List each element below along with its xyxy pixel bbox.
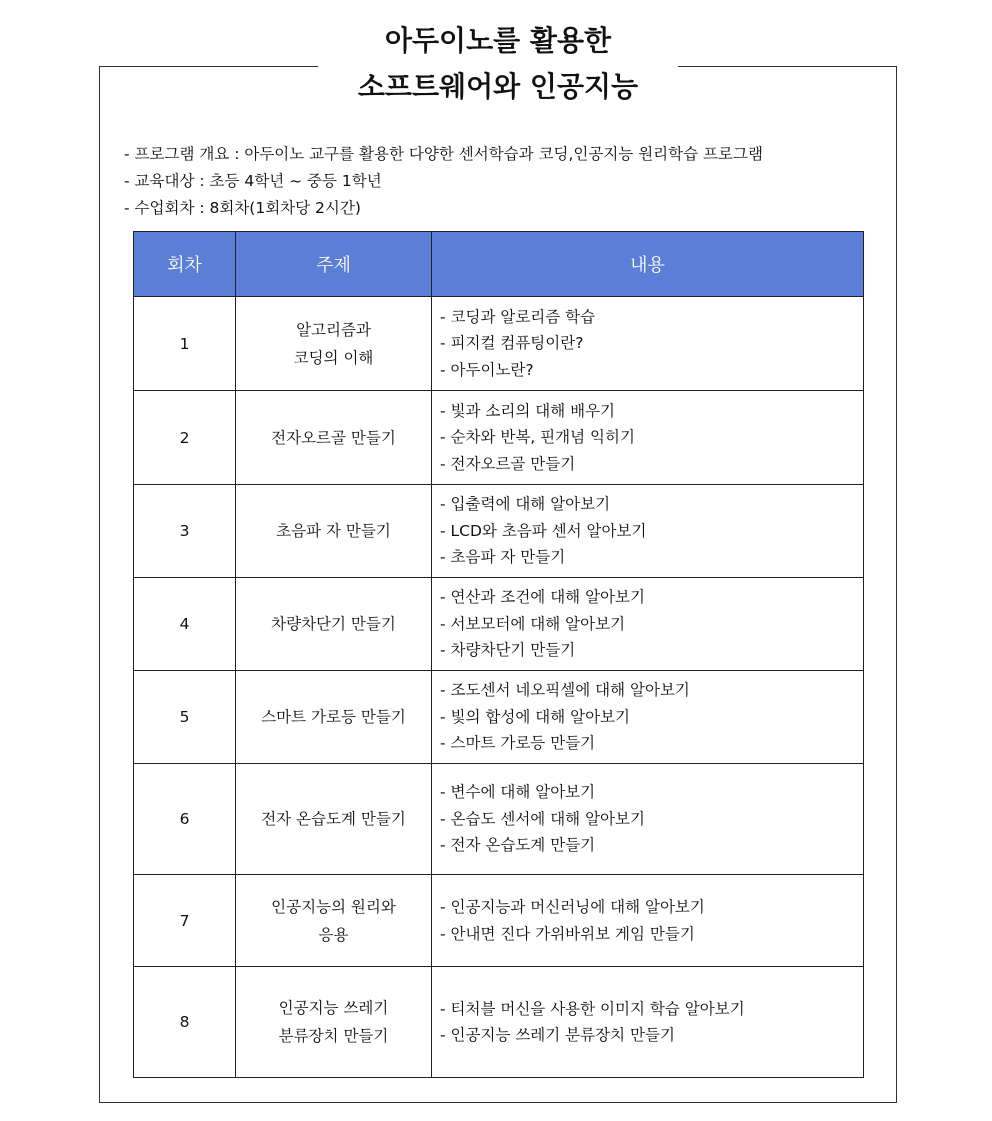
- page-title: [318, 18, 678, 110]
- session-content: [432, 391, 864, 485]
- content-item: - 입출력에 대해 알아보기: [440, 495, 611, 514]
- session-topic: [236, 578, 432, 671]
- title-line-1: 아두이노를 활용한: [384, 24, 612, 57]
- info-sessions: - 수업회차 : 8회차(1회차당 2시간): [124, 199, 361, 217]
- content-item: - 초음파 자 만들기: [440, 548, 566, 567]
- table-row: [134, 967, 864, 1078]
- content-item: - 서보모터에 대해 알아보기: [440, 614, 626, 633]
- content-item: - 온습도 센서에 대해 알아보기: [440, 809, 645, 828]
- header-topic: 주제: [236, 232, 432, 297]
- topic-line: 인공지능의 원리와: [271, 897, 396, 916]
- content-item: - 코딩과 알로리즘 학습: [440, 307, 596, 326]
- topic-line: 스마트 가로등 만들기: [261, 708, 406, 726]
- topic-line: 인공지능 쓰레기: [278, 999, 389, 1017]
- content-item: - 전자 온습도계 만들기: [440, 836, 596, 855]
- content-item: - 조도센서 네오픽셀에 대해 알아보기: [440, 681, 690, 700]
- session-topic: [236, 967, 432, 1078]
- session-content: [432, 578, 864, 671]
- content-item: - 아두이노란?: [440, 360, 534, 379]
- table-row: [134, 671, 864, 764]
- table-row: [134, 875, 864, 967]
- content-item: - 스마트 가로등 만들기: [440, 734, 596, 753]
- topic-line: 전자 온습도계 만들기: [261, 810, 406, 828]
- table-row: [134, 297, 864, 391]
- topic-line: 코딩의 이해: [293, 348, 374, 367]
- session-topic: [236, 875, 432, 967]
- session-number: 1: [134, 297, 236, 391]
- table-row: [134, 391, 864, 485]
- topic-line: 전자오르골 만들기: [271, 428, 396, 447]
- session-number: 7: [134, 875, 236, 967]
- info-overview: - 프로그램 개요 : 아두이노 교구를 활용한 다양한 센서학습과 코딩,인공지능 원리학습 프로그램: [124, 145, 763, 163]
- content-item: - 전자오르골 만들기: [440, 454, 576, 473]
- content-item: - 빛과 소리의 대해 배우기: [440, 401, 616, 420]
- session-topic: [236, 297, 432, 391]
- topic-line: 차량차단기 만들기: [271, 615, 396, 633]
- table-row: [134, 578, 864, 671]
- session-number: 4: [134, 578, 236, 671]
- curriculum-table: [133, 231, 864, 1078]
- session-content: [432, 875, 864, 967]
- session-number: 2: [134, 391, 236, 485]
- content-item: - 차량차단기 만들기: [440, 641, 576, 660]
- session-number: 5: [134, 671, 236, 764]
- title-line-2: 소프트웨어와 인공지능: [357, 70, 639, 103]
- content-item: - 빛의 합성에 대해 알아보기: [440, 707, 631, 726]
- table-row: [134, 485, 864, 578]
- content-item: - 피지컬 컴퓨팅이란?: [440, 334, 584, 353]
- topic-line: 분류장치 만들기: [278, 1027, 389, 1045]
- session-content: [432, 764, 864, 875]
- session-content: [432, 967, 864, 1078]
- content-item: - 순차와 반복, 핀개념 익히기: [440, 428, 635, 447]
- table-row: [134, 764, 864, 875]
- session-number: 3: [134, 485, 236, 578]
- session-number: 8: [134, 967, 236, 1078]
- session-topic: [236, 391, 432, 485]
- session-number: 6: [134, 764, 236, 875]
- program-info: [124, 141, 763, 222]
- content-item: - 안내면 진다 가위바위보 게임 만들기: [440, 924, 695, 943]
- content-item: - 변수에 대해 알아보기: [440, 783, 596, 802]
- session-content: [432, 485, 864, 578]
- info-target: - 교육대상 : 초등 4학년 ~ 중등 1학년: [124, 172, 382, 190]
- session-content: [432, 297, 864, 391]
- content-item: - 연산과 조건에 대해 알아보기: [440, 588, 645, 607]
- header-content: 내용: [432, 232, 864, 297]
- content-item: - LCD와 초음파 센서 알아보기: [440, 521, 647, 540]
- table-header-row: [134, 232, 864, 297]
- topic-line: 알고리즘과: [296, 320, 371, 339]
- topic-line: 응용: [318, 925, 349, 944]
- content-item: - 티처블 머신을 사용한 이미지 학습 알아보기: [440, 999, 745, 1018]
- header-session: 회차: [134, 232, 236, 297]
- topic-line: 초음파 자 만들기: [276, 522, 391, 540]
- session-topic: [236, 764, 432, 875]
- content-item: - 인공지능과 머신러닝에 대해 알아보기: [440, 898, 705, 916]
- session-topic: [236, 671, 432, 764]
- session-content: [432, 671, 864, 764]
- session-topic: [236, 485, 432, 578]
- content-item: - 인공지능 쓰레기 분류장치 만들기: [440, 1026, 675, 1044]
